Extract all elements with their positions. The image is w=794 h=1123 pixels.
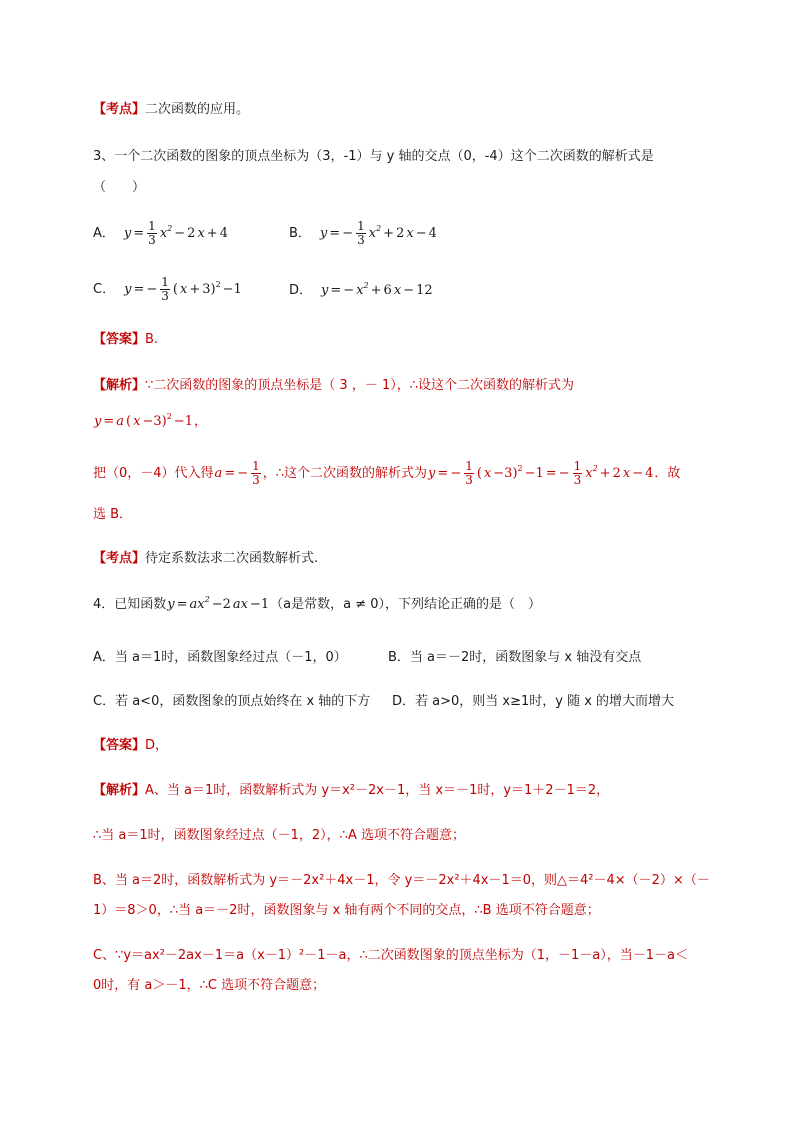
q4-analysis-line-b1: B、当 a＝2时，函数解析式为 y＝－2x²＋4x－1，令 y＝－2x²＋4x－1＝0，则△＝4²－4×（－2）×（－ bbox=[93, 873, 710, 888]
kaodian-text: 待定系数法求二次函数解析式. bbox=[145, 551, 319, 566]
kaodian-tag: 【考点】 bbox=[93, 551, 146, 566]
analysis-substitution-mid: ，∴这个二次函数的解析式为 bbox=[262, 465, 428, 481]
q3-option-a bbox=[93, 220, 229, 247]
q3-analysis-line-4: 选 B． bbox=[93, 507, 133, 522]
q4-analysis-line-c2: 0时，有 a＞－1，∴C 选项不符合题意； bbox=[93, 978, 326, 993]
answer-text: D， bbox=[145, 738, 169, 753]
question-4-function: y = $ax^2$ −2 ax −1 bbox=[167, 595, 270, 612]
q4-answer-line bbox=[93, 738, 168, 754]
analysis-substitution-end: ．故 bbox=[654, 465, 681, 481]
analysis-line-1-text: ∵二次函数的图象的顶点坐标是（ 3 ，－ 1），∴设这个二次函数的解析式为 bbox=[145, 378, 574, 393]
answer-tag: 【答案】 bbox=[93, 738, 146, 753]
question-4-prefix: 4．已知函数 bbox=[93, 597, 167, 612]
analysis-formula-vertex: y = a ( x −3)$^2$ −1 bbox=[94, 412, 193, 429]
answer-tag: 【答案】 bbox=[93, 332, 146, 347]
q4-analysis-line-c1: C、∵y＝ax²－2ax－1＝a（x－1）²－1－a，∴二次函数图象的顶点坐标为（1，－1－a），当－1－a＜ bbox=[93, 948, 689, 963]
q4-option-b: B．当 a＝－2时，函数图象与 x 轴没有交点 bbox=[388, 650, 642, 665]
analysis-substitution-prefix: 把（0，－4）代入得 bbox=[93, 465, 214, 481]
q3-option-b-formula: y = − $\frac{1}{3}$ $x^2$ + 2 x − 4 bbox=[319, 219, 437, 247]
question-3-stem: 3、一个二次函数的图象的顶点坐标为（3，-1）与 y 轴的交点（0，-4）这个二次函数的解析式是 bbox=[93, 149, 654, 164]
kaodian-tag: 【考点】 bbox=[93, 102, 146, 117]
q4-analysis-line-a2: ∴当 a＝1时，函数图象经过点（－1，2），∴A 选项不符合题意； bbox=[93, 828, 465, 843]
question-4-suffix: （a是常数，a ≠ 0），下列结论正确的是（ ） bbox=[270, 597, 542, 612]
analysis-tag: 【解析】 bbox=[93, 783, 146, 798]
q4-option-a: A．当 a＝1时，函数图象经过点（－1，0） bbox=[93, 650, 347, 665]
q3-option-d bbox=[289, 283, 434, 299]
q3-analysis-line-1 bbox=[93, 378, 574, 394]
q3-option-b bbox=[289, 220, 438, 247]
q3-answer-line bbox=[93, 332, 158, 348]
analysis-a-value: a = − $\frac{1}{3}$ bbox=[214, 459, 260, 487]
q3-option-c-label: C． bbox=[93, 281, 116, 297]
kaodian-line-2 bbox=[93, 551, 318, 567]
q4-analysis-line-a1 bbox=[93, 783, 609, 799]
q3-option-c-formula: y = − $\frac{1}{3}$ ( x + 3)$^2$ −1 bbox=[124, 275, 242, 303]
q3-option-a-label: A． bbox=[93, 225, 115, 241]
q4-option-d: D．若 a>0，则当 x≥1时，y 随 x 的增大而增大 bbox=[392, 694, 675, 709]
kaodian-text: 二次函数的应用。 bbox=[145, 102, 250, 117]
question-3-blank: （ ） bbox=[93, 180, 146, 195]
question-4-stem bbox=[93, 597, 541, 613]
answer-text: B. bbox=[145, 332, 159, 347]
kaodian-line-1 bbox=[93, 102, 249, 118]
q3-analysis-line-2: y = a ( x −3)$^2$ −1 ， bbox=[94, 412, 207, 429]
q3-analysis-line-3 bbox=[93, 460, 680, 487]
q4-option-c: C．若 a<0，函数图象的顶点始终在 x 轴的下方 bbox=[93, 694, 371, 709]
q3-option-d-label: D． bbox=[289, 283, 313, 298]
q3-option-a-formula: y = $\frac{1}{3}$ $x^2$ − 2 x + 4 bbox=[123, 219, 228, 247]
q3-option-c bbox=[93, 276, 243, 303]
analysis-result-formula: y = − $\frac{1}{3}$ ( x −3)$^2$ −1 = − $\frac{1}{3}$ $x^2$ + 2 x − 4 bbox=[428, 459, 654, 487]
analysis-a1-text: A、当 a＝1时，函数解析式为 y＝x²－2x－1，当 x＝－1时，y＝1＋2－1＝2， bbox=[145, 783, 610, 798]
q3-option-d-formula: y = − $x^2$ + 6 x − 12 bbox=[321, 281, 433, 298]
q4-analysis-line-b2: 1）＝8＞0，∴当 a＝－2时，函数图象与 x 轴有两个不同的交点，∴B 选项不符合题意； bbox=[93, 903, 600, 918]
q3-option-b-label: B． bbox=[289, 225, 311, 241]
analysis-tag: 【解析】 bbox=[93, 378, 146, 393]
